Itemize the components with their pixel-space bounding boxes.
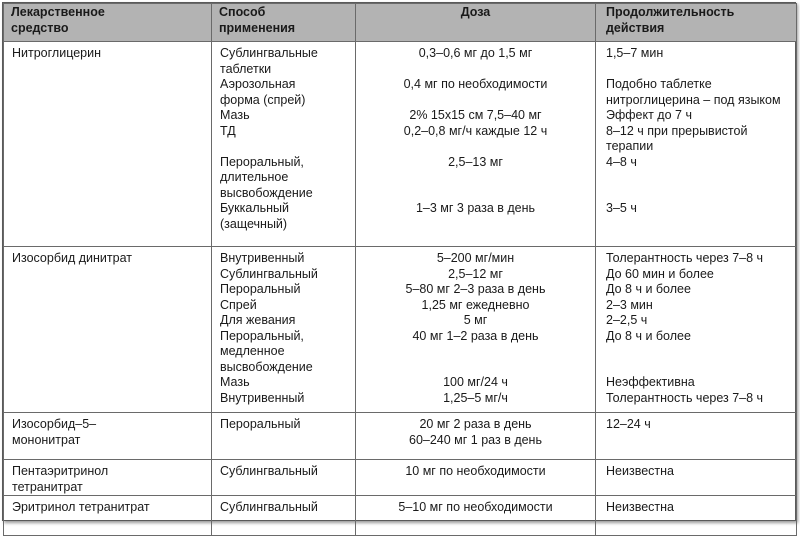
- method-cell: [212, 496, 356, 536]
- dose-cell: [356, 247, 596, 413]
- dose-line: 5–200 мг/мин: [436, 251, 515, 265]
- table-row: [4, 42, 797, 247]
- duration-cell: [596, 247, 797, 413]
- method-line: форма (спрей): [220, 92, 306, 107]
- dose-line: 40 мг 1–2 раза в день: [412, 328, 539, 343]
- dose-line: 2,5–13 мг: [448, 154, 503, 169]
- dose-line: [356, 170, 595, 186]
- header-duration: Продолжительность действия: [596, 4, 797, 42]
- method-line: Мазь: [220, 108, 250, 122]
- dose-line: 5–80 мг 2–3 раза в день: [405, 282, 546, 296]
- table-row: [4, 496, 797, 536]
- duration-line: [596, 516, 796, 532]
- duration-line: [596, 217, 796, 233]
- duration-line: 3–5 ч: [606, 201, 637, 215]
- duration-line: [596, 360, 796, 376]
- duration-line: Неизвестна: [606, 464, 674, 478]
- dose-line: 1–3 мг 3 раза в день: [415, 201, 536, 215]
- nitrates-table: [3, 3, 797, 536]
- method-line: Сублингвальные: [220, 46, 318, 60]
- method-line: Для жевания: [220, 313, 296, 327]
- method-line: [212, 433, 355, 449]
- dose-cell: [356, 460, 596, 496]
- dose-line: 20 мг 2 раза в день: [419, 417, 532, 431]
- duration-line: [596, 344, 796, 360]
- duration-line: нитроглицерина – под языком: [606, 92, 781, 107]
- dose-line: [356, 93, 595, 109]
- dose-line: [356, 186, 595, 202]
- dose-line: 5–10 мг по необходимости: [398, 500, 553, 514]
- header-drug: Лекарственное средство: [4, 4, 212, 42]
- method-line: Пероральный: [220, 282, 301, 296]
- duration-line: 1,5–7 мин: [606, 46, 664, 60]
- method-line: высвобождение: [220, 359, 313, 374]
- dose-line: [356, 360, 595, 376]
- header-method: Способ применения: [212, 4, 356, 42]
- duration-cell: [596, 460, 797, 496]
- table-row: [4, 247, 797, 413]
- method-line: длительное: [220, 170, 289, 184]
- method-line: медленное: [220, 344, 285, 358]
- drug-name-cell: Изосорбид–5–мононитрат: [4, 413, 212, 460]
- method-line: Пероральный: [220, 417, 301, 431]
- dose-line: 0,4 мг по необходимости: [403, 77, 548, 91]
- method-cell: [212, 247, 356, 413]
- method-cell: [212, 413, 356, 460]
- method-line: Внутривенный: [220, 390, 305, 405]
- duration-line: Подобно таблетке: [606, 77, 712, 91]
- dose-line: 5 мг: [463, 313, 488, 327]
- duration-line: [596, 186, 796, 202]
- dose-line: [356, 62, 595, 78]
- method-line: (защечный): [220, 216, 288, 231]
- duration-line: [596, 62, 796, 78]
- dose-line: 2% 15x15 см 7,5–40 мг: [409, 108, 542, 122]
- method-line: Пероральный,: [220, 154, 304, 169]
- method-line: Сублингвальный: [220, 500, 318, 514]
- duration-line: До 8 ч и более: [606, 282, 691, 296]
- table-body: [4, 42, 797, 536]
- dose-cell: [356, 496, 596, 536]
- duration-line: 2–2,5 ч: [606, 313, 648, 327]
- method-cell: [212, 460, 356, 496]
- dose-line: 100 мг/24 ч: [443, 375, 508, 389]
- dose-line: 0,2–0,8 мг/ч каждые 12 ч: [403, 123, 548, 138]
- method-line: таблетки: [220, 61, 272, 76]
- duration-cell: [596, 496, 797, 536]
- duration-line: Эффект до 7 ч: [606, 108, 692, 122]
- duration-cell: [596, 42, 797, 247]
- duration-line: 8–12 ч при прерывистой: [606, 123, 748, 138]
- header-dose: Доза: [356, 4, 596, 42]
- duration-line: 2–3 мин: [606, 297, 653, 312]
- drug-name-cell: Изосорбид динитрат: [4, 247, 212, 413]
- table-header: [4, 4, 797, 42]
- method-line: [212, 516, 355, 532]
- method-cell: [212, 42, 356, 247]
- drug-name-cell: Пентаэритринол тетранитрат: [4, 460, 212, 496]
- method-line: ТД: [220, 123, 236, 138]
- dose-line: 10 мг по необходимости: [405, 464, 546, 478]
- duration-line: Неэффективна: [606, 375, 695, 389]
- duration-line: 4–8 ч: [606, 154, 637, 169]
- dose-line: [356, 139, 595, 155]
- duration-line: Толерантность через 7–8 ч: [606, 390, 764, 405]
- drug-name-cell: Нитроглицерин: [4, 42, 212, 247]
- method-line: Буккальный: [220, 201, 290, 215]
- dose-line: [356, 480, 595, 496]
- method-line: высвобождение: [220, 185, 313, 200]
- drug-name-cell: Эритринол тетранитрат: [4, 496, 212, 536]
- duration-line: терапии: [606, 139, 654, 153]
- method-line: Сублингвальный: [220, 464, 318, 478]
- dose-line: 60–240 мг 1 раз в день: [409, 432, 542, 447]
- method-line: [212, 480, 355, 496]
- duration-line: [596, 170, 796, 186]
- dose-cell: [356, 42, 596, 247]
- header-row: [4, 4, 797, 42]
- dose-line: 1,25–5 мг/ч: [443, 390, 508, 405]
- table-row: [4, 460, 797, 496]
- duration-line: 12–24 ч: [606, 417, 651, 431]
- duration-line: Толерантность через 7–8 ч: [606, 251, 764, 265]
- method-line: Внутривенный: [220, 251, 305, 265]
- duration-cell: [596, 413, 797, 460]
- dose-line: [356, 516, 595, 532]
- method-line: Аэрозольная: [220, 77, 296, 91]
- duration-line: До 60 мин и более: [606, 266, 714, 281]
- dose-line: 1,25 мг ежедневно: [421, 297, 530, 312]
- method-line: [212, 139, 355, 155]
- dose-line: [356, 217, 595, 233]
- duration-line: До 8 ч и более: [606, 328, 691, 343]
- method-line: Мазь: [220, 375, 250, 389]
- dose-line: [356, 344, 595, 360]
- method-line: Пероральный,: [220, 328, 304, 343]
- dose-line: 2,5–12 мг: [448, 266, 503, 281]
- duration-line: [596, 433, 796, 449]
- duration-line: [596, 480, 796, 496]
- dose-line: 0,3–0,6 мг до 1,5 мг: [418, 46, 533, 60]
- method-line: Сублингвальный: [220, 266, 318, 281]
- method-line: Спрей: [220, 297, 257, 312]
- duration-line: Неизвестна: [606, 500, 674, 514]
- dose-cell: [356, 413, 596, 460]
- table-row: [4, 413, 797, 460]
